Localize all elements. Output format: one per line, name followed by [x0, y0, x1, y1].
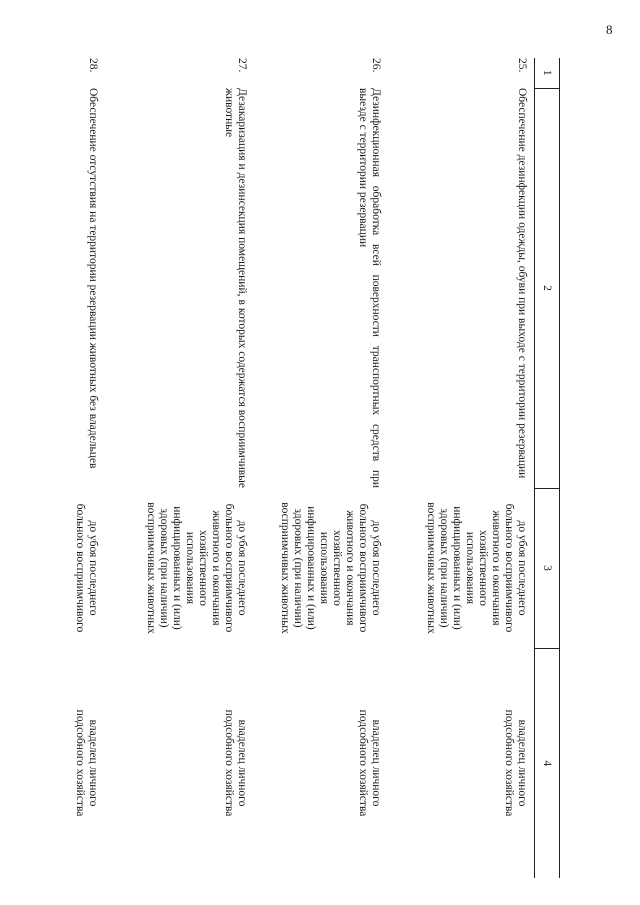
- responsible-line: подсобного хозяйства: [223, 709, 235, 817]
- responsible-line: владелец личного: [236, 719, 248, 807]
- term-line: инфицированных и (или): [171, 506, 183, 630]
- header-cell-4: 4: [535, 648, 560, 878]
- table-row: [254, 58, 388, 878]
- term-line: хозяйственного: [477, 530, 489, 606]
- page-number: 8: [606, 22, 613, 37]
- term-line: животного и окончания: [490, 510, 502, 626]
- term-line: больного восприимчивого: [357, 503, 369, 633]
- responsible-line: владелец личного: [516, 719, 528, 807]
- term-line: здоровых (при наличии): [438, 508, 450, 628]
- term-line: восприимчивых животных: [279, 502, 291, 634]
- rotated-table-container: [60, 58, 560, 878]
- term-line: больного восприимчивого: [223, 503, 235, 633]
- term-line: до убоя последнего: [370, 520, 382, 616]
- header-cell-2: 2: [535, 88, 560, 488]
- term-line: использования: [318, 531, 330, 605]
- responsible-line: владелец личного: [87, 719, 99, 807]
- row-number: 26.: [370, 58, 382, 73]
- term-line: использования: [184, 531, 196, 605]
- term-line: здоровых (при наличии): [292, 508, 304, 628]
- responsible-line: подсобного хозяйства: [357, 709, 369, 817]
- term-line: животного и окончания: [210, 510, 222, 626]
- table-row: [105, 58, 254, 878]
- measure-description: Обеспечение отсутствия на территории резервации животных без владельцев: [87, 88, 99, 469]
- header-cell-3: 3: [535, 488, 560, 648]
- header-cell-1: 1: [535, 58, 560, 88]
- measure-term: [388, 488, 535, 648]
- term-line: животного и окончания: [344, 510, 356, 626]
- term-line: хозяйственного: [331, 530, 343, 606]
- term-line: инфицированных и (или): [305, 506, 317, 630]
- responsible-line: подсобного хозяйства: [74, 709, 86, 817]
- responsible-line: подсобного хозяйства: [503, 709, 515, 817]
- measure-description: Обеспечение дезинфекции одежды, обуви при выходе с территории резервации: [516, 88, 528, 479]
- measure-description: Дезинфекционная обработка всей поверхности транспортных средств при выезде с территории резервации: [357, 88, 382, 488]
- term-line: восприимчивых животных: [425, 502, 437, 634]
- measure-responsible: [105, 648, 254, 878]
- measure-description: Дезакаризация и дезинсекция помещений, в которых содержатся восприимчивые животные: [223, 88, 248, 488]
- term-line: восприимчивых животных: [145, 502, 157, 634]
- term-line: до убоя последнего: [236, 520, 248, 616]
- row-number: 28.: [87, 58, 99, 73]
- responsible-line: владелец личного: [370, 719, 382, 807]
- measure-term: [105, 488, 254, 648]
- term-line: использования: [464, 531, 476, 605]
- term-line: больного восприимчивого: [503, 503, 515, 633]
- term-line: больного восприимчивого: [74, 503, 86, 633]
- table-header-row: [535, 58, 560, 878]
- table-row: [29, 58, 105, 878]
- measures-table: [29, 58, 560, 878]
- measure-responsible: [29, 648, 105, 878]
- measure-term: [254, 488, 388, 648]
- term-line: до убоя последнего: [87, 520, 99, 616]
- row-number: 25.: [516, 58, 528, 73]
- term-line: хозяйственного: [197, 530, 209, 606]
- term-line: инфицированных и (или): [451, 506, 463, 630]
- measure-term: [29, 488, 105, 648]
- measure-responsible: [388, 648, 535, 878]
- row-number: 27.: [236, 58, 248, 73]
- term-line: здоровых (при наличии): [158, 508, 170, 628]
- term-line: до убоя последнего: [516, 520, 528, 616]
- measure-responsible: [254, 648, 388, 878]
- table-row: [388, 58, 535, 878]
